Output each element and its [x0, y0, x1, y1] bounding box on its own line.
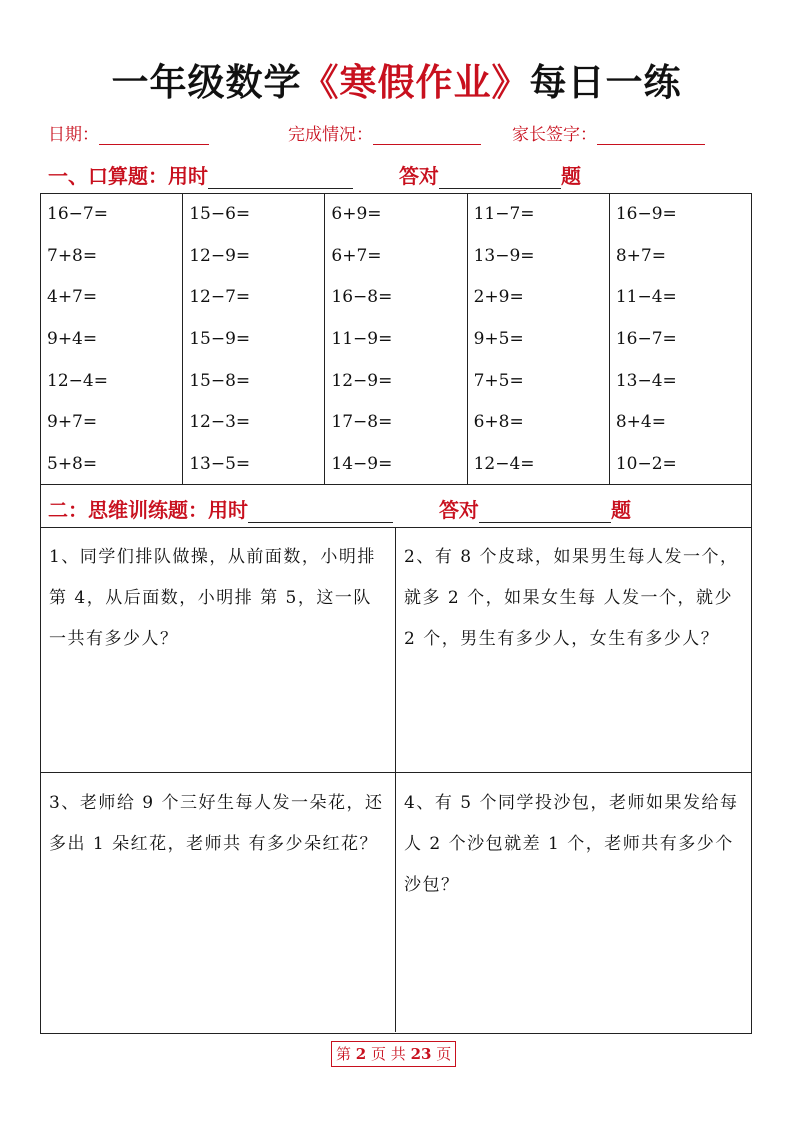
title-highlight: 《寒假作业》 [301, 61, 530, 104]
footer-suffix: 页 [436, 1045, 452, 1063]
oral-table [40, 193, 752, 485]
oral-item: 17−8= [331, 412, 393, 433]
oral-item: 5+8= [47, 454, 98, 475]
oral-item: 12−4= [47, 370, 108, 391]
oral-item: 12−7= [189, 287, 251, 308]
oral-item: 11−9= [331, 329, 393, 350]
section1-heading [48, 160, 581, 189]
page-number [331, 1041, 456, 1067]
oral-column [183, 194, 325, 484]
signature-field [512, 120, 705, 145]
oral-item: 9+5= [473, 329, 524, 350]
problems-grid [40, 527, 752, 1034]
footer-total: 23 [410, 1045, 432, 1063]
oral-item: 7+5= [473, 370, 524, 391]
oral-item: 12−4= [473, 454, 535, 475]
oral-column [468, 194, 610, 484]
section2-unit: 题 [610, 498, 631, 522]
oral-item: 16−7= [47, 204, 108, 224]
section2-label: 二：思维训练题：用时 [48, 498, 248, 522]
oral-item: 8+7= [615, 245, 666, 266]
oral-item: 4+7= [47, 287, 98, 308]
oral-item: 7+8= [47, 245, 98, 266]
date-field [48, 120, 209, 145]
oral-item: 14−9= [331, 454, 393, 475]
oral-item: 9+7= [47, 412, 98, 433]
section2-correct-blank[interactable] [479, 502, 611, 523]
oral-item: 13−4= [615, 370, 677, 391]
oral-item: 12−3= [189, 412, 251, 433]
problem-4: 4、有 5 个同学投沙包，老师如果发给每人 2 个沙包就差 1 个，老师共有多少个沙包？ [404, 793, 739, 895]
section2-correct-label: 答对 [438, 498, 479, 522]
oral-item: 11−4= [615, 287, 677, 308]
section1-unit: 题 [560, 164, 581, 188]
oral-item: 15−6= [189, 204, 251, 224]
oral-item: 12−9= [331, 370, 393, 391]
section2-time-blank[interactable] [248, 502, 393, 523]
oral-column [325, 194, 467, 484]
oral-item: 13−9= [473, 245, 535, 266]
oral-item: 10−2= [615, 454, 677, 475]
status-field [288, 120, 481, 145]
title-prefix: 一年级数学 [111, 61, 302, 104]
oral-column [41, 194, 183, 484]
status-blank[interactable] [373, 126, 481, 145]
page-title [0, 52, 793, 106]
oral-item: 12−9= [189, 245, 251, 266]
status-label: 完成情况： [288, 125, 373, 145]
footer-prefix: 第 [336, 1045, 352, 1063]
oral-item: 16−7= [615, 329, 677, 350]
section1-correct-label: 答对 [398, 164, 439, 188]
oral-item: 15−8= [189, 370, 251, 391]
oral-item: 16−8= [331, 287, 393, 308]
oral-item: 8+4= [615, 412, 666, 433]
oral-column [610, 194, 751, 484]
section1-time-blank[interactable] [208, 168, 353, 189]
oral-item: 6+8= [473, 412, 524, 433]
section1-label: 一、口算题：用时 [48, 164, 208, 188]
oral-item: 6+7= [331, 245, 382, 266]
footer-page: 2 [355, 1045, 367, 1063]
oral-item: 16−9= [615, 204, 677, 224]
info-row [48, 120, 748, 144]
oral-item: 13−5= [189, 454, 251, 475]
signature-label: 家长签字： [512, 125, 597, 145]
problem-2: 2、有 8 个皮球，如果男生每人发一个，就多 2 个，如果女生每 人发一个，就少 2 个，男生有多少人，女生有多少人？ [396, 527, 751, 773]
footer-middle: 页 共 [371, 1045, 406, 1063]
section1-correct-blank[interactable] [439, 168, 561, 189]
oral-item: 6+9= [331, 204, 382, 224]
oral-item: 15−9= [189, 329, 251, 350]
oral-item: 2+9= [473, 287, 524, 308]
problem-3: 3、老师给 9 个三好生每人发一朵花，还多出 1 朵红花，老师共 有多少朵红花？ [41, 773, 396, 1032]
section2-heading [48, 494, 631, 523]
date-label: 日期： [48, 125, 99, 145]
signature-blank[interactable] [597, 126, 705, 145]
problem-1: 1、同学们排队做操，从前面数，小明排第 4，从后面数，小明排 第 5，这一队一共有多少人？ [41, 527, 396, 773]
oral-item: 11−7= [473, 204, 535, 224]
oral-item: 9+4= [47, 329, 98, 350]
title-suffix: 每日一练 [529, 61, 682, 104]
date-blank[interactable] [99, 126, 209, 145]
